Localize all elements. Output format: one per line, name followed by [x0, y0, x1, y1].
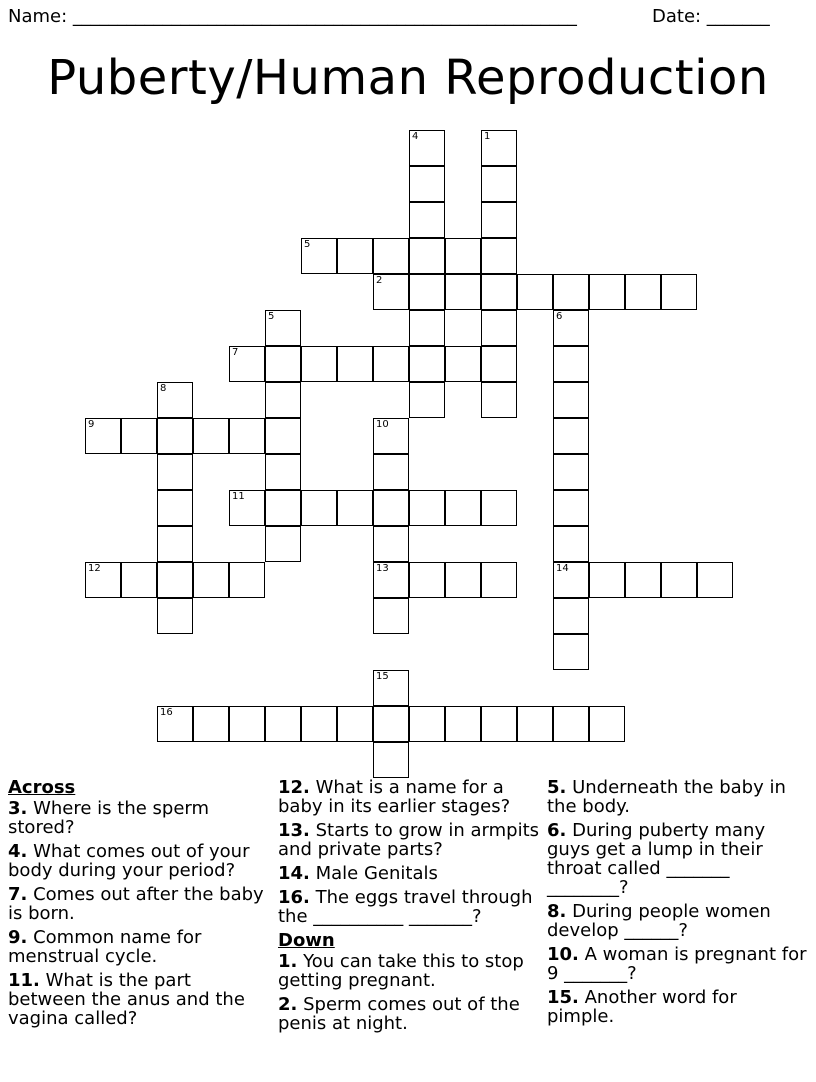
grid-cell[interactable]	[373, 670, 409, 706]
grid-cell[interactable]	[373, 742, 409, 778]
grid-cell[interactable]	[301, 238, 337, 274]
clue-item	[278, 952, 540, 990]
grid-cell[interactable]	[157, 526, 193, 562]
clue-number: 1.	[278, 951, 298, 972]
grid-cell-number: 7	[232, 347, 239, 358]
clue-number: 14.	[278, 863, 310, 884]
clue-text: What is a name for a baby in its earlier stages?	[278, 777, 511, 817]
grid-cell[interactable]	[373, 346, 409, 382]
grid-cell[interactable]	[373, 562, 409, 598]
grid-cell[interactable]	[517, 274, 553, 310]
clue-number: 16.	[278, 887, 310, 908]
grid-cell-number: 14	[556, 563, 569, 574]
clue-item	[8, 971, 270, 1028]
clue-number: 7.	[8, 884, 28, 905]
clue-item	[547, 778, 809, 816]
grid-cell[interactable]	[373, 526, 409, 562]
clue-text: During people women develop ______?	[547, 901, 771, 941]
grid-cell[interactable]	[409, 346, 445, 382]
grid-cell[interactable]	[481, 706, 517, 742]
grid-cell[interactable]	[229, 418, 265, 454]
grid-cell[interactable]	[85, 562, 121, 598]
grid-cell[interactable]	[553, 274, 589, 310]
grid-cell[interactable]	[625, 274, 661, 310]
grid-cell[interactable]	[553, 382, 589, 418]
clue-number: 11.	[8, 970, 40, 991]
grid-cell[interactable]	[697, 562, 733, 598]
grid-cell[interactable]	[301, 490, 337, 526]
grid-cell[interactable]	[265, 346, 301, 382]
grid-cell-number: 16	[160, 707, 173, 718]
clue-column-3	[547, 778, 809, 1031]
grid-cell[interactable]	[553, 418, 589, 454]
grid-cell[interactable]	[229, 706, 265, 742]
clue-item	[547, 988, 809, 1026]
clue-number: 9.	[8, 927, 28, 948]
grid-cell[interactable]	[445, 238, 481, 274]
grid-cell[interactable]	[481, 346, 517, 382]
grid-cell[interactable]	[661, 274, 697, 310]
grid-cell[interactable]	[409, 238, 445, 274]
clue-column-2	[278, 778, 540, 1038]
grid-cell[interactable]	[517, 706, 553, 742]
grid-cell[interactable]	[193, 418, 229, 454]
clue-text: Sperm comes out of the penis at night.	[278, 994, 520, 1034]
grid-cell[interactable]	[409, 310, 445, 346]
clue-text: Common name for menstrual cycle.	[8, 927, 202, 967]
grid-cell-number: 13	[376, 563, 389, 574]
grid-cell[interactable]	[589, 706, 625, 742]
clue-item	[8, 799, 270, 837]
grid-cell[interactable]	[589, 274, 625, 310]
grid-cell[interactable]	[265, 454, 301, 490]
across-heading: Across	[8, 777, 76, 798]
clue-item	[8, 842, 270, 880]
grid-cell[interactable]	[373, 274, 409, 310]
grid-cell[interactable]	[265, 526, 301, 562]
grid-cell[interactable]	[409, 382, 445, 418]
grid-cell[interactable]	[409, 706, 445, 742]
grid-cell-number: 4	[412, 131, 419, 142]
grid-cell[interactable]	[265, 706, 301, 742]
clue-item	[278, 821, 540, 859]
grid-cell[interactable]	[481, 130, 517, 166]
grid-cell[interactable]	[373, 490, 409, 526]
clue-text: What is the part between the anus and the vagina called?	[8, 970, 245, 1029]
grid-cell[interactable]	[481, 238, 517, 274]
grid-cell[interactable]	[409, 562, 445, 598]
grid-cell[interactable]	[85, 418, 121, 454]
grid-cell[interactable]	[373, 238, 409, 274]
grid-cell[interactable]	[301, 346, 337, 382]
grid-cell[interactable]	[265, 490, 301, 526]
grid-cell[interactable]	[373, 598, 409, 634]
grid-cell-number: 12	[88, 563, 101, 574]
grid-cell[interactable]	[553, 454, 589, 490]
grid-cell[interactable]	[445, 346, 481, 382]
grid-cell[interactable]	[553, 598, 589, 634]
clue-item	[278, 888, 540, 926]
clue-text: The eggs travel through the __________ _______?	[278, 887, 533, 927]
grid-cell[interactable]	[265, 310, 301, 346]
grid-cell[interactable]	[445, 706, 481, 742]
clue-text: Starts to grow in armpits and private parts?	[278, 820, 540, 860]
clue-text: Comes out after the baby is born.	[8, 884, 264, 924]
clue-number: 8.	[547, 901, 567, 922]
grid-cell[interactable]	[409, 274, 445, 310]
clue-item	[8, 885, 270, 923]
grid-cell[interactable]	[229, 346, 265, 382]
grid-cell[interactable]	[373, 418, 409, 454]
grid-cell[interactable]	[481, 166, 517, 202]
clue-item	[547, 902, 809, 940]
grid-cell[interactable]	[445, 490, 481, 526]
grid-cell[interactable]	[265, 382, 301, 418]
grid-cell[interactable]	[157, 454, 193, 490]
grid-cell[interactable]	[481, 382, 517, 418]
grid-cell[interactable]	[553, 634, 589, 670]
grid-cell[interactable]	[229, 490, 265, 526]
grid-cell[interactable]	[481, 562, 517, 598]
grid-cell-number: 15	[376, 671, 389, 682]
clue-text: Where is the sperm stored?	[8, 798, 210, 838]
grid-cell[interactable]	[373, 454, 409, 490]
clue-number: 12.	[278, 777, 310, 798]
clue-text: You can take this to stop getting pregnant.	[278, 951, 524, 991]
name-field-label: Name: ________________________________________________________	[8, 6, 577, 27]
clue-number: 6.	[547, 820, 567, 841]
grid-cell[interactable]	[445, 562, 481, 598]
grid-cell[interactable]	[409, 490, 445, 526]
grid-cell[interactable]	[409, 166, 445, 202]
grid-cell[interactable]	[157, 382, 193, 418]
grid-cell[interactable]	[553, 562, 589, 598]
grid-cell-number: 2	[376, 275, 383, 286]
grid-cell[interactable]	[193, 706, 229, 742]
down-heading: Down	[278, 930, 335, 951]
clue-number: 4.	[8, 841, 28, 862]
clue-number: 2.	[278, 994, 298, 1015]
grid-cell-number: 8	[160, 383, 167, 394]
grid-cell[interactable]	[157, 598, 193, 634]
date-field-label: Date: _______	[652, 6, 770, 27]
grid-cell[interactable]	[625, 562, 661, 598]
grid-cell[interactable]	[157, 706, 193, 742]
grid-cell[interactable]	[481, 490, 517, 526]
grid-cell[interactable]	[337, 238, 373, 274]
grid-cell[interactable]	[121, 418, 157, 454]
grid-cell-number: 9	[88, 419, 95, 430]
grid-cell[interactable]	[337, 490, 373, 526]
clue-item	[547, 945, 809, 983]
clue-number: 13.	[278, 820, 310, 841]
grid-cell[interactable]	[337, 346, 373, 382]
grid-cell[interactable]	[661, 562, 697, 598]
grid-cell[interactable]	[445, 274, 481, 310]
grid-cell[interactable]	[121, 562, 157, 598]
clue-item	[278, 864, 540, 883]
grid-cell-number: 5	[304, 239, 311, 250]
grid-cell-number: 6	[556, 311, 563, 322]
clue-number: 15.	[547, 987, 579, 1008]
grid-cell[interactable]	[481, 274, 517, 310]
clue-number: 5.	[547, 777, 567, 798]
clue-number: 3.	[8, 798, 28, 819]
clue-item	[278, 778, 540, 816]
grid-cell[interactable]	[409, 130, 445, 166]
grid-cell-number: 1	[484, 131, 491, 142]
clue-text: What comes out of your body during your period?	[8, 841, 250, 881]
grid-cell[interactable]	[373, 706, 409, 742]
grid-cell[interactable]	[157, 562, 193, 598]
grid-cell[interactable]	[481, 310, 517, 346]
grid-cell-number: 5	[268, 311, 275, 322]
clue-text: Another word for pimple.	[547, 987, 737, 1027]
clue-number: 10.	[547, 944, 579, 965]
grid-cell[interactable]	[193, 562, 229, 598]
clue-item	[278, 995, 540, 1033]
grid-cell[interactable]	[553, 346, 589, 382]
grid-cell[interactable]	[553, 490, 589, 526]
page-title: Puberty/Human Reproduction	[47, 50, 769, 106]
grid-cell[interactable]	[157, 418, 193, 454]
clue-text: Male Genitals	[309, 863, 438, 884]
clue-column-1	[8, 778, 270, 1033]
clue-text: A woman is pregnant for 9 _______?	[547, 944, 807, 984]
grid-cell[interactable]	[229, 562, 265, 598]
grid-cell[interactable]	[553, 526, 589, 562]
grid-cell[interactable]	[553, 310, 589, 346]
clue-text: Underneath the baby in the body.	[547, 777, 786, 817]
grid-cell-number: 10	[376, 419, 389, 430]
grid-cell[interactable]	[589, 562, 625, 598]
grid-cell[interactable]	[553, 706, 589, 742]
grid-cell-number: 11	[232, 491, 245, 502]
grid-cell[interactable]	[265, 418, 301, 454]
clue-item	[547, 821, 809, 897]
grid-cell[interactable]	[337, 706, 373, 742]
clue-text: During puberty many guys get a lump in their throat called _______ ________?	[547, 820, 766, 898]
grid-cell[interactable]	[301, 706, 337, 742]
grid-cell[interactable]	[409, 202, 445, 238]
grid-cell[interactable]	[481, 202, 517, 238]
clue-item	[8, 928, 270, 966]
grid-cell[interactable]	[157, 490, 193, 526]
